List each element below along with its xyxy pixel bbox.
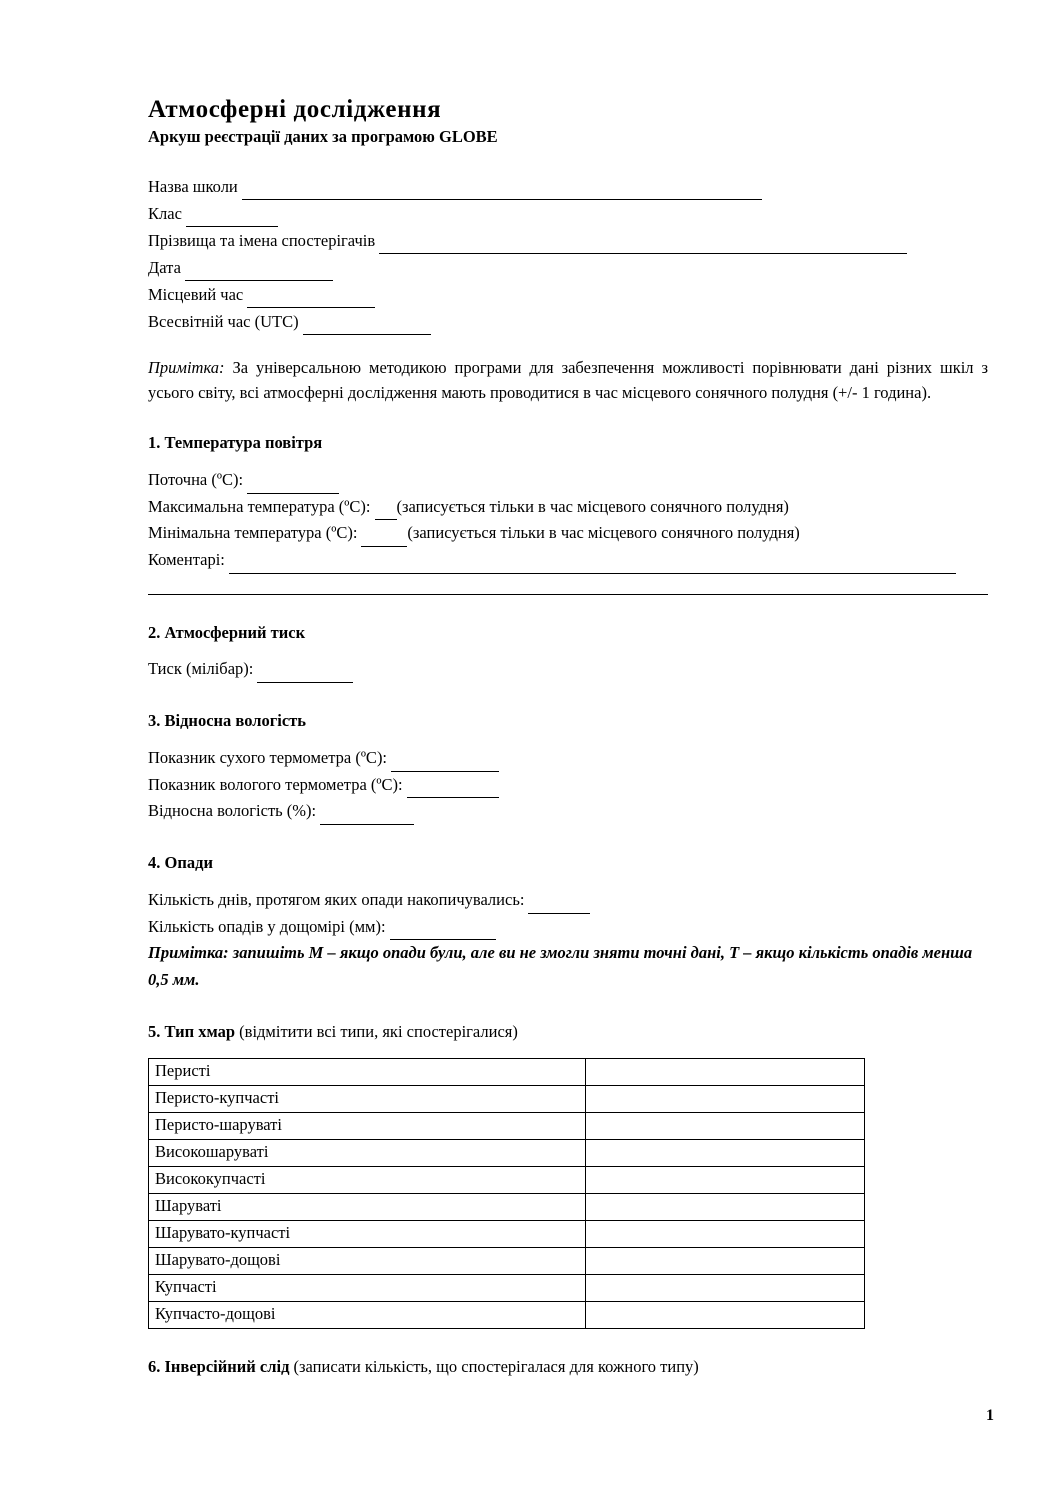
temperature-comments-label: Коментарі: [148, 549, 225, 569]
humidity-wet-blank[interactable] [407, 783, 499, 798]
table-row [149, 1166, 865, 1193]
precipitation-days-label: Кількість днів, протягом яких опади накопичувались: [148, 889, 525, 909]
pressure-row [148, 656, 988, 683]
temperature-min-suffix: (записується тільки в час місцевого сонячного полудня) [407, 523, 800, 543]
general-note [148, 355, 988, 405]
cloud-type-checkbox-cell[interactable] [586, 1085, 865, 1112]
table-row [149, 1085, 865, 1112]
humidity-dry-blank[interactable] [391, 757, 499, 772]
humidity-dry-row [148, 745, 988, 772]
cloud-type-label: Перисто-шаруваті [149, 1112, 586, 1139]
humidity-dry-label: Показник сухого термометра (ºС): [148, 747, 388, 767]
field-date-blank[interactable] [185, 266, 333, 281]
cloud-type-checkbox-cell[interactable] [586, 1220, 865, 1247]
precipitation-amount-blank[interactable] [390, 925, 496, 940]
temperature-current-row [148, 467, 988, 494]
cloud-type-checkbox-cell[interactable] [586, 1247, 865, 1274]
cloud-type-checkbox-cell[interactable] [586, 1301, 865, 1328]
field-local-time [148, 281, 988, 308]
temperature-max-blank[interactable] [375, 505, 397, 520]
table-row [149, 1193, 865, 1220]
cloud-type-label: Високошаруваті [149, 1139, 586, 1166]
cloud-type-label: Шаруваті [149, 1193, 586, 1220]
table-row [149, 1301, 865, 1328]
temperature-min-blank[interactable] [361, 532, 407, 547]
precipitation-amount-label: Кількість опадів у дощомірі (мм): [148, 916, 386, 936]
page-subtitle: Аркуш реєстрації даних за програмою GLOBE [148, 126, 498, 146]
table-row [149, 1058, 865, 1085]
cloud-type-checkbox-cell[interactable] [586, 1112, 865, 1139]
temperature-comments-blank-2[interactable] [148, 574, 988, 595]
field-class-blank[interactable] [186, 212, 278, 227]
precipitation-amount-row [148, 914, 988, 941]
section-heading-precipitation: 4. Опади [148, 853, 213, 873]
section-heading-pressure: 2. Атмосферний тиск [148, 622, 306, 642]
field-class [148, 200, 988, 227]
temperature-max-label: Максимальна температура (ºС): [148, 496, 371, 516]
field-utc-time [148, 308, 988, 335]
temperature-comments-row [148, 547, 988, 574]
cloud-type-label: Перисто-купчасті [149, 1085, 586, 1112]
table-row [149, 1112, 865, 1139]
section-heading-contrails-rest: (записати кількість, що спостерігалася для кожного типу) [289, 1356, 699, 1376]
cloud-type-label: Купчасті [149, 1274, 586, 1301]
field-local-time-blank[interactable] [247, 293, 375, 308]
field-date [148, 254, 988, 281]
temperature-min-label: Мінімальна температура (ºС): [148, 523, 358, 543]
field-local-time-label: Місцевий час [148, 284, 244, 304]
field-utc-time-blank[interactable] [303, 320, 431, 335]
cloud-type-checkbox-cell[interactable] [586, 1274, 865, 1301]
cloud-type-label: Висококупчасті [149, 1166, 586, 1193]
field-observers-label: Прізвища та імена спостерігачів [148, 230, 376, 250]
header-fields [148, 173, 988, 335]
humidity-relative-row [148, 798, 988, 825]
cloud-type-checkbox-cell[interactable] [586, 1139, 865, 1166]
section-heading-contrails [148, 1357, 988, 1377]
general-note-lead: Примітка: [148, 357, 225, 377]
field-utc-time-label: Всесвітній час (UTC) [148, 311, 299, 331]
cloud-types-table [148, 1058, 865, 1329]
cloud-type-label: Шарувато-купчасті [149, 1220, 586, 1247]
section-heading-contrails-bold: 6. Інверсійний слід [148, 1356, 290, 1376]
temperature-min-row [148, 520, 988, 547]
temperature-current-blank[interactable] [247, 479, 339, 494]
table-row [149, 1247, 865, 1274]
temperature-current-label: Поточна (ºС): [148, 469, 244, 489]
humidity-relative-blank[interactable] [320, 810, 414, 825]
section-heading-clouds [148, 1022, 988, 1042]
field-school-label: Назва школи [148, 176, 238, 196]
precipitation-note: Примітка: запишіть М – якщо опади були, але ви не змогли зняти точні дані, Т – якщо кількість опадів менша 0,5 мм. [148, 943, 973, 990]
section-heading-temperature: 1. Температура повітря [148, 432, 323, 452]
table-row [149, 1274, 865, 1301]
humidity-wet-label: Показник вологого термометра (ºС): [148, 774, 403, 794]
section-heading-humidity: 3. Відносна вологість [148, 711, 306, 731]
temperature-max-suffix: (записується тільки в час місцевого сонячного полудня) [396, 496, 789, 516]
pressure-label: Тиск (мілібар): [148, 659, 254, 679]
precipitation-days-row [148, 887, 988, 914]
pressure-blank[interactable] [257, 668, 353, 683]
humidity-wet-row [148, 772, 988, 799]
field-observers-blank[interactable] [379, 239, 907, 254]
table-row [149, 1139, 865, 1166]
cloud-type-checkbox-cell[interactable] [586, 1193, 865, 1220]
cloud-type-label: Перисті [149, 1058, 586, 1085]
section-heading-clouds-rest: (відмітити всі типи, які спостерігалися) [235, 1021, 518, 1041]
precipitation-days-blank[interactable] [528, 899, 590, 914]
temperature-max-row [148, 494, 988, 521]
field-class-label: Клас [148, 203, 182, 223]
field-school [148, 173, 988, 200]
document-content [148, 96, 988, 1390]
page-number: 1 [986, 1407, 994, 1424]
table-row [149, 1220, 865, 1247]
temperature-comments-blank-1[interactable] [229, 559, 956, 574]
general-note-text: За універсальною методикою програми для забезпечення можливості порівнювати дані різних шкіл з усього світу, всі атмосферні дослідження мають проводитися в час місцевого сонячного полудня (+/- 1 година). [148, 357, 988, 402]
cloud-type-label: Шарувато-дощові [149, 1247, 586, 1274]
section-heading-clouds-bold: 5. Тип хмар [148, 1021, 236, 1041]
cloud-type-label: Купчасто-дощові [149, 1301, 586, 1328]
page-title: Атмосферні дослідження [148, 96, 442, 123]
humidity-relative-label: Відносна вологість (%): [148, 801, 317, 821]
cloud-type-checkbox-cell[interactable] [586, 1166, 865, 1193]
field-school-blank[interactable] [242, 185, 762, 200]
field-observers [148, 227, 988, 254]
cloud-type-checkbox-cell[interactable] [586, 1058, 865, 1085]
field-date-label: Дата [148, 257, 181, 277]
